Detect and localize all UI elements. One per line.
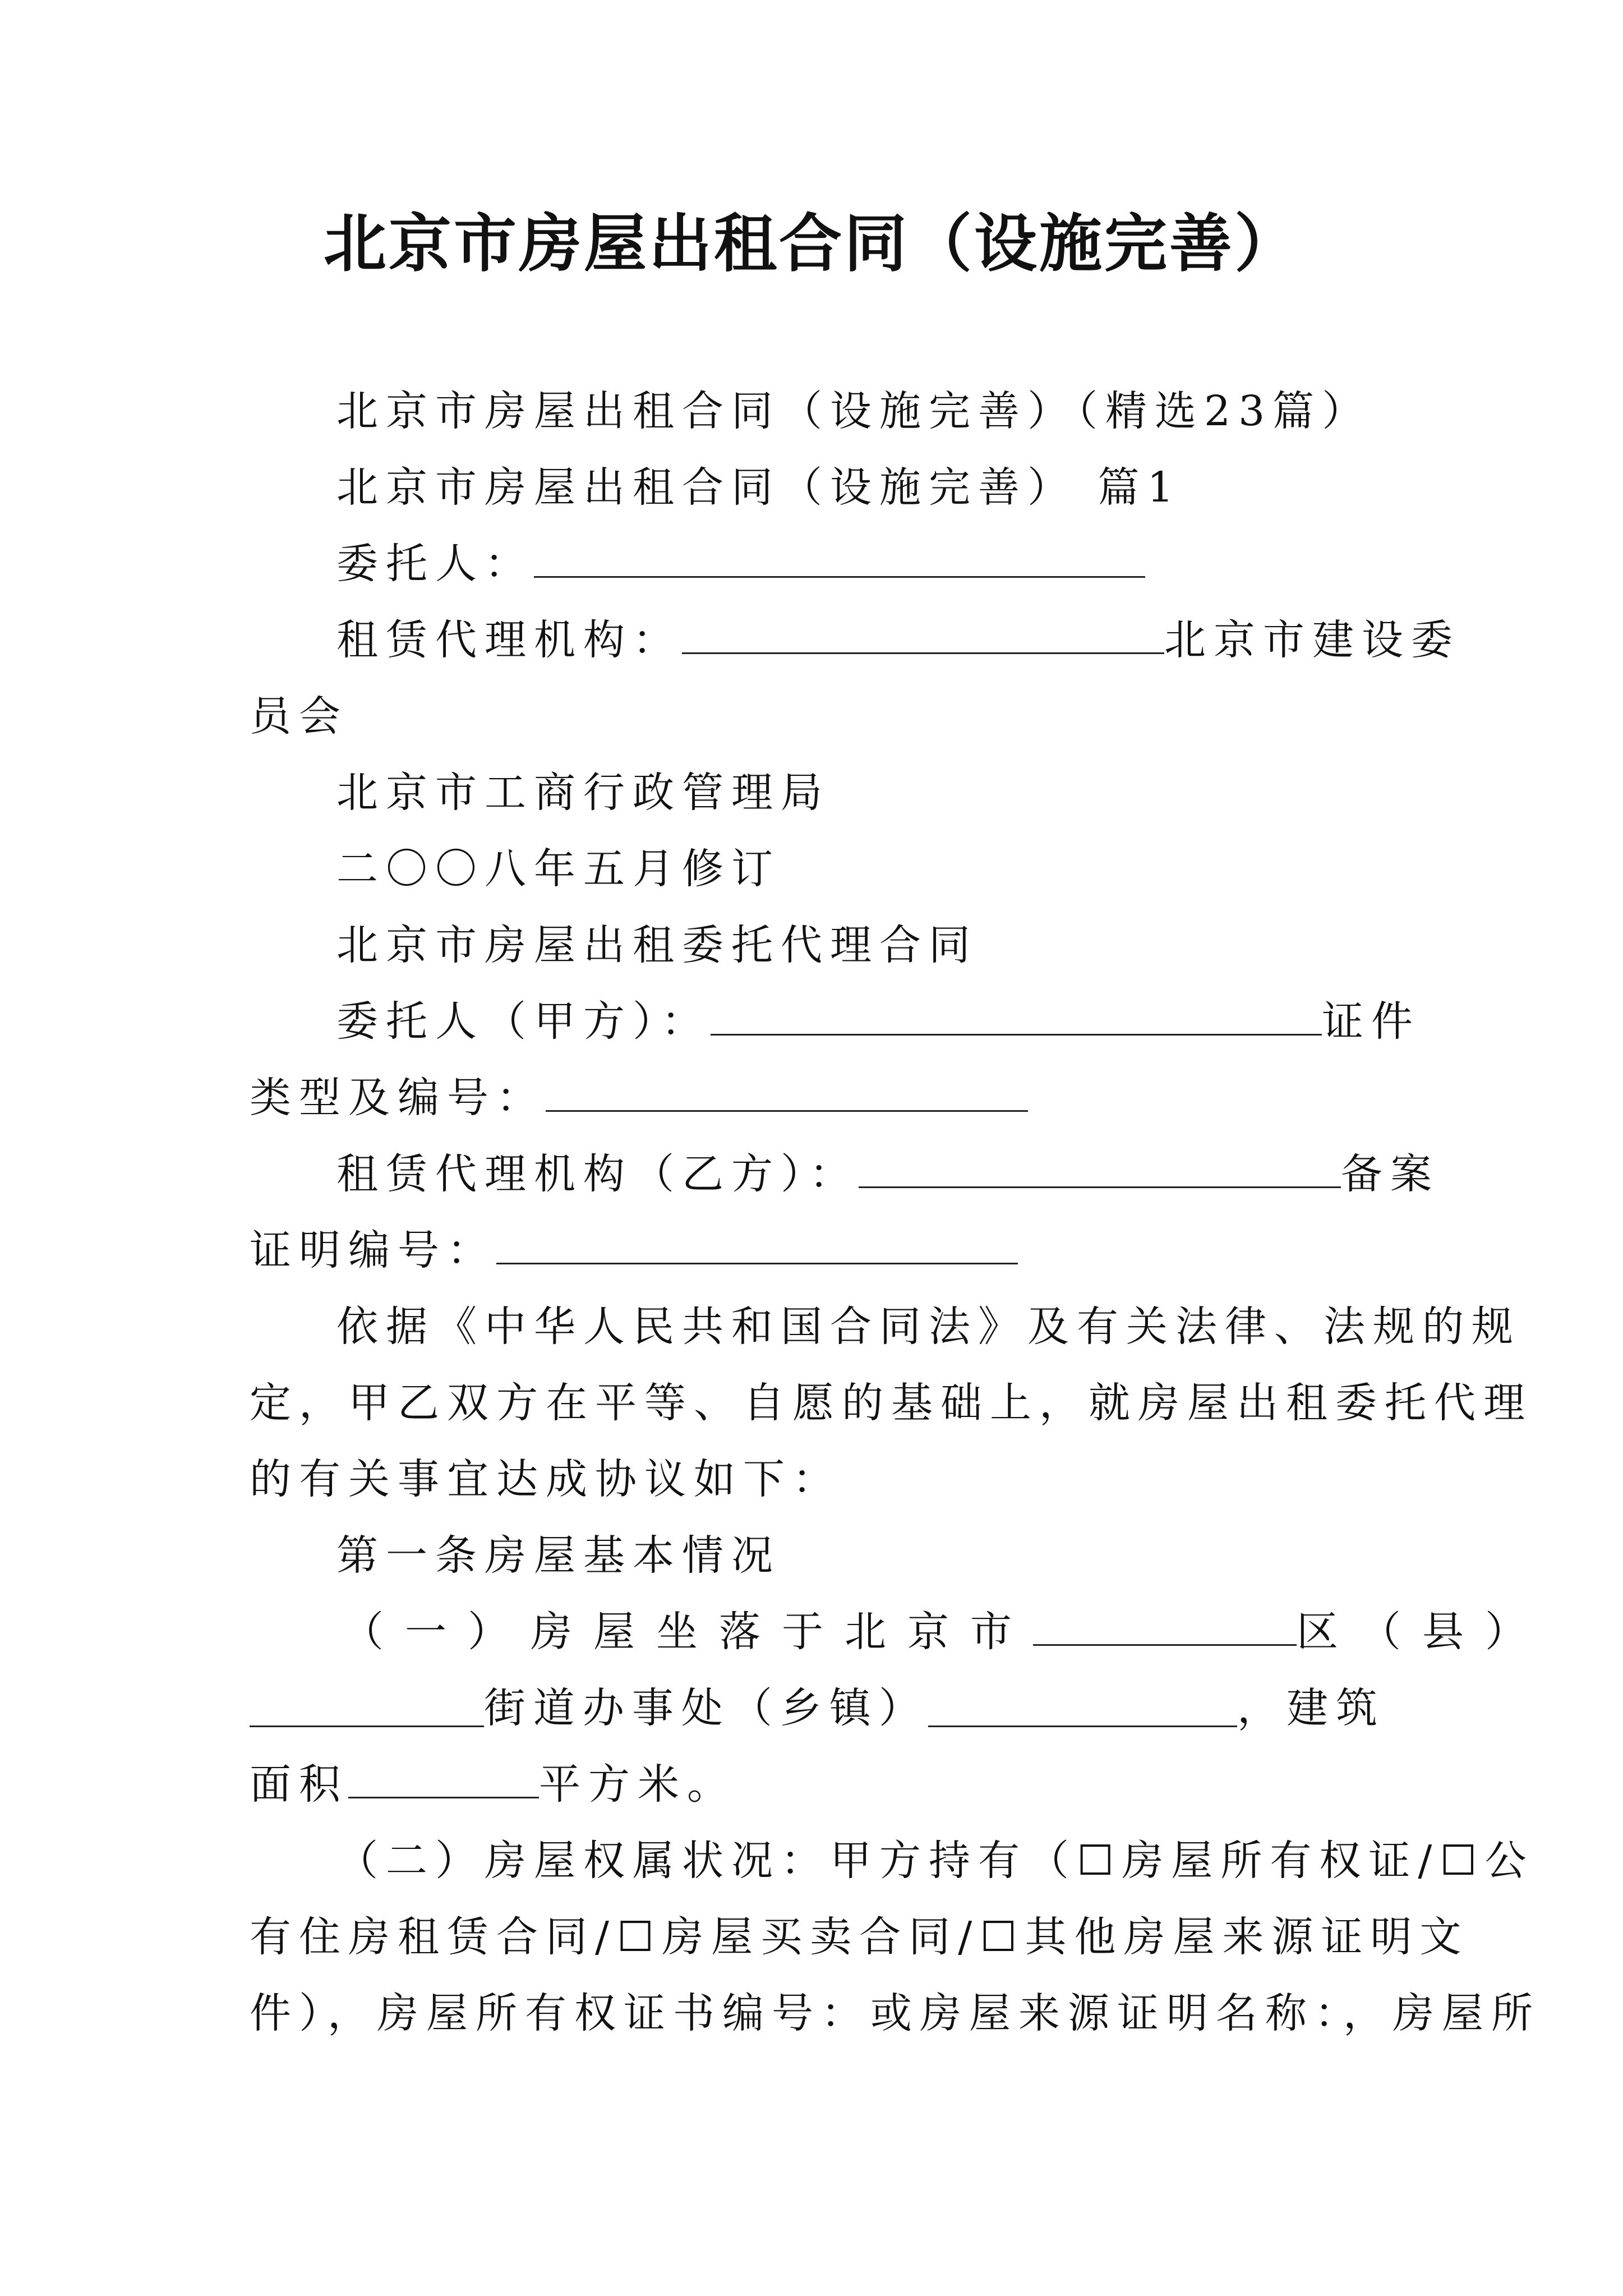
principal-line	[250, 526, 1385, 602]
party-a-label: 委托人（甲方）：	[336, 997, 711, 1046]
paragraph-line: 定，甲乙双方在平等、自愿的基础上，就房屋出租委托代理	[250, 1379, 1533, 1427]
agency-line	[250, 602, 1460, 678]
record-number-label: 证明编号：	[250, 1226, 496, 1274]
paragraph-line: 北京市房屋出租合同（设施完善）（精选23篇）	[336, 387, 1372, 435]
party-b-blank	[859, 1151, 1341, 1188]
party-b-label: 租赁代理机构（乙方）：	[336, 1150, 859, 1198]
paragraph-line: 的有关事宜达成协议如下：	[250, 1455, 842, 1503]
district-blank	[1033, 1608, 1297, 1646]
street-blank	[250, 1690, 484, 1727]
paragraph-text: 证件	[1322, 997, 1421, 1046]
record-number-line	[250, 1212, 1385, 1289]
paragraph-line: 有住房租赁合同/☐房屋买卖合同/☐其他房屋来源证明文	[250, 1913, 1469, 1961]
agency-blank	[682, 616, 1164, 654]
record-number-blank	[496, 1227, 1018, 1264]
paragraph-text: 北京市建设委	[1164, 616, 1460, 664]
paragraph-line: 件），房屋所有权证书编号：或房屋来源证明名称：，房屋所	[250, 1989, 1541, 2037]
id-type-blank	[546, 1074, 1028, 1112]
party-b-line	[250, 1136, 1440, 1212]
section-heading: 第一条房屋基本情况	[336, 1531, 781, 1580]
document-body	[250, 373, 1548, 2051]
agency-label: 租赁代理机构：	[336, 616, 682, 664]
area-label: ，建筑	[1237, 1684, 1385, 1732]
id-type-line	[250, 1060, 1385, 1136]
street-label: 街道办事处（乡镇）	[483, 1684, 928, 1732]
area-unit: 平方米。	[539, 1760, 736, 1809]
party-a-blank	[711, 998, 1322, 1036]
area-prefix: 面积	[250, 1760, 348, 1809]
principal-blank	[534, 540, 1145, 578]
paragraph-line: 北京市工商行政管理局	[336, 769, 830, 817]
location-label: （一）房屋坐落于北京市	[342, 1608, 1033, 1656]
document-title: 北京市房屋出租合同（设施完善）	[324, 208, 1299, 280]
paragraph-line: 二〇〇八年五月修订	[336, 845, 781, 893]
district-label: 区（县）	[1297, 1608, 1548, 1656]
location-line	[250, 1594, 1548, 1670]
paragraph-line: 北京市房屋出租委托代理合同	[336, 921, 978, 969]
paragraph-line: 员会	[250, 692, 348, 740]
paragraph-text: 备案	[1341, 1150, 1440, 1198]
area-blank	[348, 1761, 539, 1798]
party-a-line	[250, 983, 1421, 1060]
paragraph-line: （二）房屋权属状况：甲方持有（☐房屋所有权证/☐公	[336, 1837, 1534, 1885]
street-line	[250, 1670, 1385, 1746]
principal-label: 委托人：	[336, 540, 534, 588]
id-type-label: 类型及编号：	[250, 1074, 546, 1122]
town-blank	[928, 1690, 1237, 1727]
paragraph-line: 依据《中华人民共和国合同法》及有关法律、法规的规	[336, 1303, 1521, 1351]
paragraph-line: 北京市房屋出租合同（设施完善） 篇1	[336, 463, 1182, 512]
area-line	[250, 1746, 1385, 1823]
